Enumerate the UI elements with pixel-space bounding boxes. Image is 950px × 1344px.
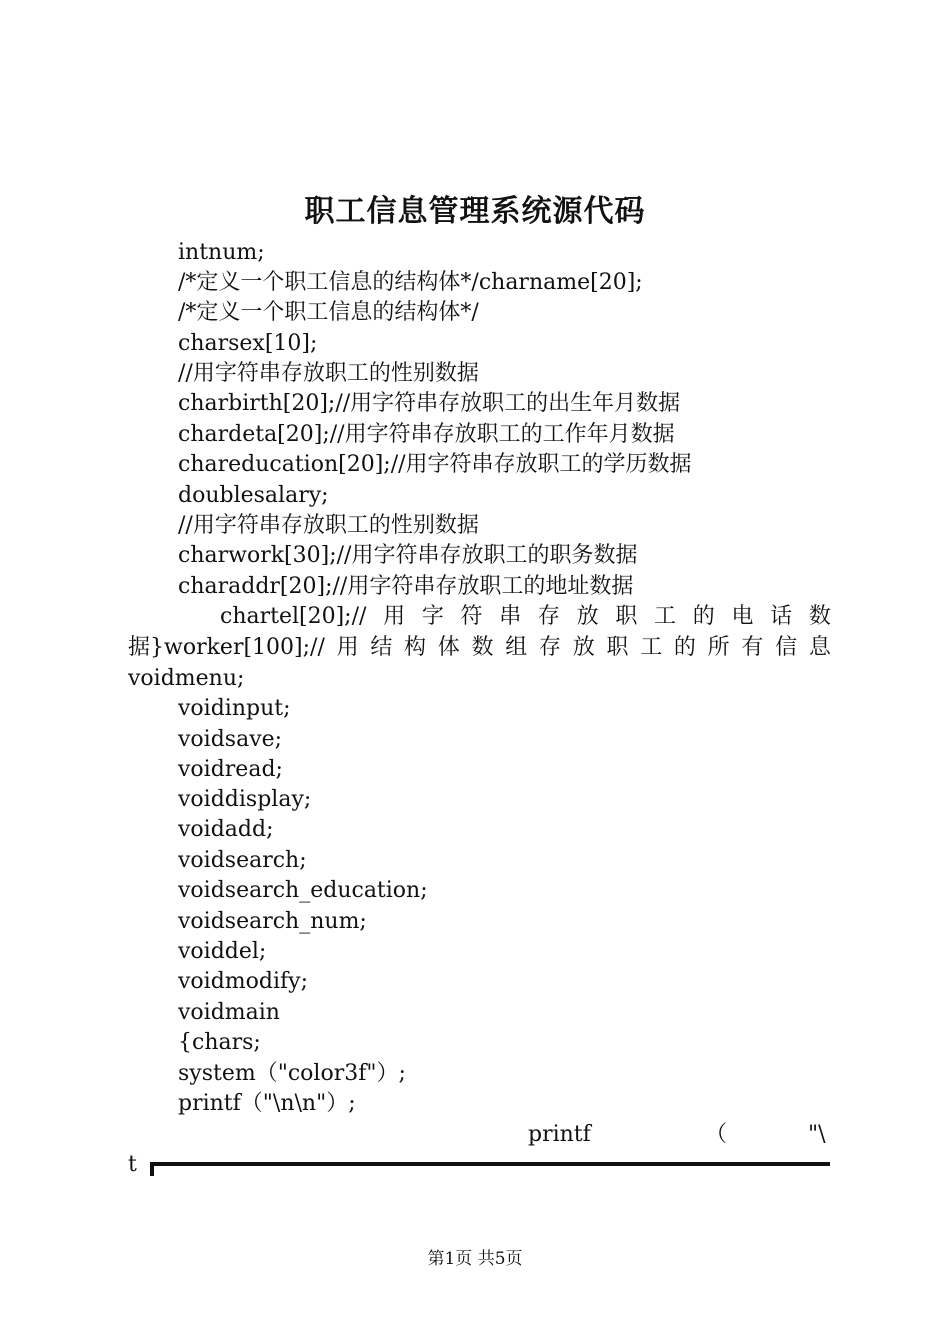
token: 信 bbox=[775, 635, 798, 660]
code-line: voiddel; bbox=[178, 939, 267, 964]
token: 用 bbox=[383, 604, 406, 629]
code-line: /*定义一个职工信息的结构体*/charname[20]; bbox=[178, 270, 643, 295]
token: 职 bbox=[606, 635, 629, 660]
token: 放 bbox=[572, 635, 595, 660]
justified-line-worker bbox=[128, 633, 831, 663]
box-drawing-rule bbox=[150, 1162, 830, 1166]
token: 体 bbox=[437, 635, 460, 660]
code-line: voidread; bbox=[178, 757, 283, 782]
code-line: charwork[30];//用字符串存放职工的职务数据 bbox=[178, 543, 638, 568]
code-line: chardeta[20];//用字符串存放职工的工作年月数据 bbox=[178, 422, 675, 447]
box-drawing-corner bbox=[150, 1162, 154, 1176]
token: 符 bbox=[460, 604, 483, 629]
token: chartel[20];// bbox=[220, 604, 367, 629]
token: 存 bbox=[537, 604, 560, 629]
token: 话 bbox=[770, 604, 793, 629]
token: 职 bbox=[615, 604, 638, 629]
code-line: charbirth[20];//用字符串存放职工的出生年月数据 bbox=[178, 391, 681, 416]
code-line: {chars; bbox=[178, 1030, 261, 1055]
code-line: voidmenu; bbox=[128, 666, 245, 691]
token: 有 bbox=[741, 635, 764, 660]
code-line: printf（"\n\n"）; bbox=[178, 1091, 356, 1116]
token: 电 bbox=[731, 604, 754, 629]
token: 存 bbox=[538, 635, 561, 660]
token: 串 bbox=[499, 604, 522, 629]
token: 构 bbox=[404, 635, 427, 660]
code-line: voidsearch_num; bbox=[178, 909, 367, 934]
code-token-paren: （ bbox=[705, 1122, 728, 1147]
token: 工 bbox=[654, 604, 677, 629]
token: 放 bbox=[576, 604, 599, 629]
code-line: /*定义一个职工信息的结构体*/ bbox=[178, 300, 479, 325]
document-title: 职工信息管理系统源代码 bbox=[304, 194, 646, 229]
code-line: intnum; bbox=[178, 240, 265, 265]
token: 工 bbox=[640, 635, 663, 660]
token: 组 bbox=[505, 635, 528, 660]
token: 息 bbox=[808, 635, 831, 660]
code-line: charsex[10]; bbox=[178, 331, 318, 356]
code-line: chareducation[20];//用字符串存放职工的学历数据 bbox=[178, 452, 692, 477]
code-line: voidsearch_education; bbox=[178, 878, 428, 903]
code-line: system（"color3f"）; bbox=[178, 1061, 406, 1086]
code-line: doublesalary; bbox=[178, 483, 329, 508]
token: 用 bbox=[336, 635, 359, 660]
code-line-t: t bbox=[128, 1152, 137, 1177]
code-line: voidadd; bbox=[178, 817, 274, 842]
code-token-printf: printf bbox=[528, 1122, 591, 1147]
code-line: voidmain bbox=[178, 1000, 280, 1025]
code-line: voiddisplay; bbox=[178, 787, 312, 812]
token: 的 bbox=[692, 604, 715, 629]
token: 的 bbox=[673, 635, 696, 660]
code-line: voidsearch; bbox=[178, 848, 307, 873]
code-line: charaddr[20];//用字符串存放职工的地址数据 bbox=[178, 574, 634, 599]
page-footer: 第1页 共5页 bbox=[427, 1249, 523, 1269]
token: 所 bbox=[707, 635, 730, 660]
token: 据}worker[100];// bbox=[128, 635, 325, 660]
token: 数 bbox=[808, 604, 831, 629]
code-line: voidinput; bbox=[178, 696, 291, 721]
code-token-quote: "\ bbox=[808, 1122, 826, 1147]
token: 字 bbox=[421, 604, 444, 629]
code-line: voidmodify; bbox=[178, 969, 309, 994]
code-line: //用字符串存放职工的性别数据 bbox=[178, 361, 479, 386]
token: 数 bbox=[471, 635, 494, 660]
token: 结 bbox=[370, 635, 393, 660]
code-line: voidsave; bbox=[178, 727, 283, 752]
justified-line-chartel bbox=[220, 602, 831, 632]
code-line: //用字符串存放职工的性别数据 bbox=[178, 513, 479, 538]
